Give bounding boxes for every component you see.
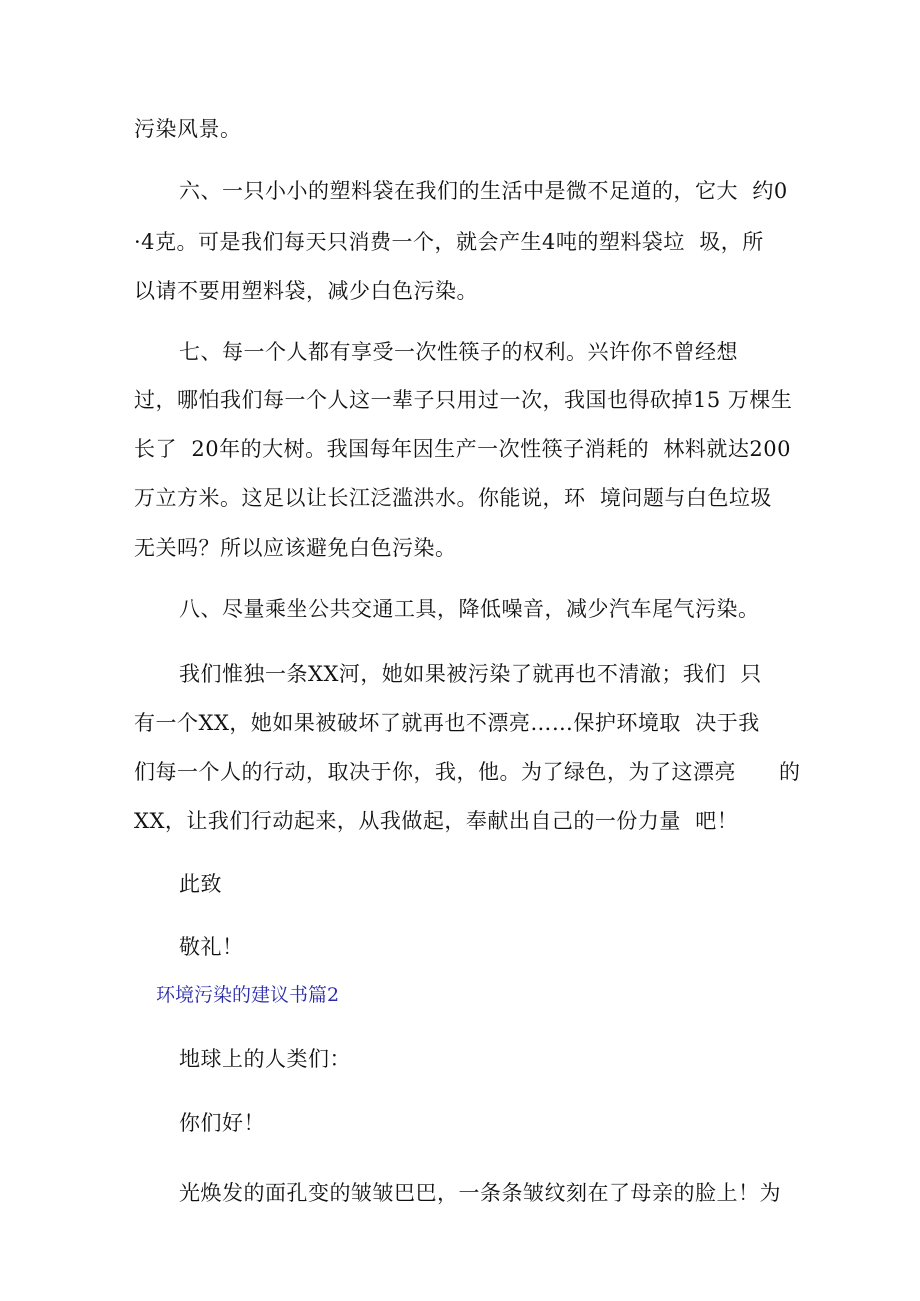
text-line: 长了 20年的大树。我国每年因生产一次性筷子消耗的 林料就达200 [134, 437, 792, 461]
text-line: 万立方米。这足以让长江泛滥洪水。你能说，环 境问题与白色垃圾 [134, 486, 772, 510]
text-line: 我们惟独一条XX河，她如果被污染了就再也不清澈；我们 只 [179, 662, 762, 686]
greeting-line: 地球上的人类们： [179, 1047, 351, 1071]
text-line: 过，哪怕我们每一个人这一辈子只用过一次，我国也得砍掉15 万棵生 [134, 388, 793, 412]
closing-line: 敬礼！ [179, 935, 244, 959]
text-line: 六、一只小小的塑料袋在我们的生活中是微不足道的，它大 约0 [179, 179, 788, 203]
text-line: 无关吗？所以应该避免白色污染。 [134, 536, 457, 560]
text-line: 污染风景。 [134, 117, 242, 141]
text-line: 们每一个人的行动，取决于你，我，他。为了绿色，为了这漂亮 的 [134, 760, 801, 784]
text-line: 七、每一个人都有享受一次性筷子的权利。兴许你不曾经想 [179, 340, 738, 364]
greeting-line: 你们好！ [179, 1111, 265, 1135]
closing-line: 此致 [179, 872, 222, 896]
text-line: 以请不要用塑料袋，减少白色污染。 [134, 279, 478, 303]
text-line: ·4克。可是我们每天只消费一个，就会产生4吨的塑料袋垃 圾，所 [134, 230, 764, 254]
text-line: XX，让我们行动起来，从我做起，奉献出自己的一份力量 吧！ [134, 809, 739, 833]
text-line: 光焕发的面孔变的皱皱巴巴，一条条皱纹刻在了母亲的脸上！为 [179, 1181, 781, 1205]
section-heading: 环境污染的建议书篇2 [156, 984, 340, 1006]
text-line: 八、尽量乘坐公共交通工具，降低噪音，减少汽车尾气污染。 [179, 597, 760, 621]
text-line: 有一个XX，她如果被破坏了就再也不漂亮……保护环境取 决于我 [134, 711, 760, 735]
